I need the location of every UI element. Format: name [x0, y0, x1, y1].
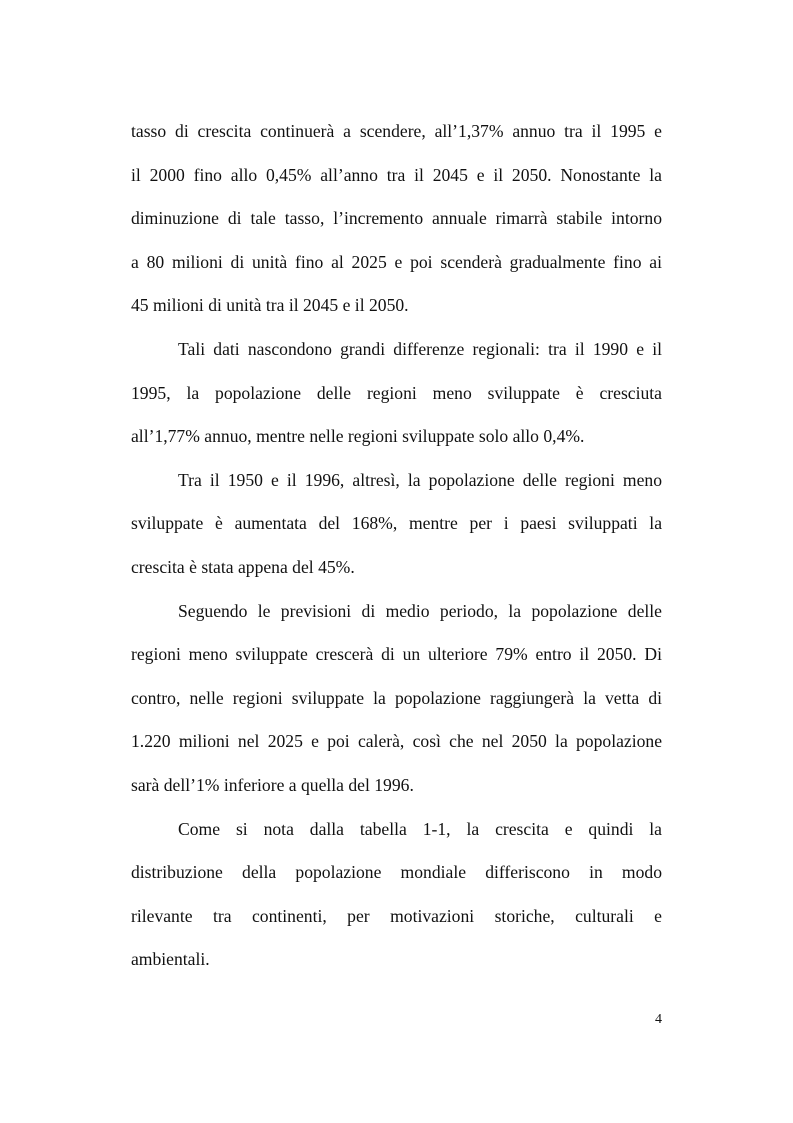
text-line: all’1,77% annuo, mentre nelle regioni sviluppate solo allo 0,4%.: [131, 426, 585, 447]
text-line: crescita è stata appena del 45%.: [131, 556, 355, 577]
paragraph: [131, 590, 662, 808]
text-line: a 80 milioni di unità fino al 2025 e poi scenderà gradualmente fino ai: [131, 251, 662, 272]
text-line: distribuzione della popolazione mondiale differiscono in modo: [131, 862, 662, 883]
text-line: Come si nota dalla tabella 1-1, la crescita e quindi la: [178, 818, 662, 839]
page-number: 4: [655, 1012, 662, 1027]
text-line: il 2000 fino allo 0,45% all’anno tra il 2045 e il 2050. Nonostante la: [131, 164, 662, 185]
text-line: 1995, la popolazione delle regioni meno sviluppate è cresciuta: [131, 382, 662, 403]
text-line: Tra il 1950 e il 1996, altresì, la popolazione delle regioni meno: [178, 469, 662, 490]
text-line: 45 milioni di unità tra il 2045 e il 2050.: [131, 295, 409, 316]
text-line: tasso di crescita continuerà a scendere, all’1,37% annuo tra il 1995 e: [131, 121, 662, 141]
text-line: diminuzione di tale tasso, l’incremento annuale rimarrà stabile intorno: [131, 208, 662, 229]
text-line: sviluppate è aumentata del 168%, mentre per i paesi sviluppati la: [131, 513, 662, 534]
text-line: sarà dell’1% inferiore a quella del 1996.: [131, 774, 414, 795]
paragraph: [131, 459, 662, 590]
body-text: [131, 110, 662, 982]
text-line: Tali dati nascondono grandi differenze regionali: tra il 1990 e il: [178, 338, 662, 359]
paragraph: [131, 110, 662, 328]
text-line: contro, nelle regioni sviluppate la popolazione raggiungerà la vetta di: [131, 687, 662, 708]
text-line: 1.220 milioni nel 2025 e poi calerà, così che nel 2050 la popolazione: [131, 731, 662, 752]
text-line: Seguendo le previsioni di medio periodo, la popolazione delle: [178, 600, 662, 621]
text-line: ambientali.: [131, 949, 210, 970]
paragraph: [131, 328, 662, 459]
text-line: regioni meno sviluppate crescerà di un ulteriore 79% entro il 2050. Di: [131, 644, 662, 665]
paragraph: [131, 808, 662, 982]
text-line: rilevante tra continenti, per motivazioni storiche, culturali e: [131, 905, 662, 926]
